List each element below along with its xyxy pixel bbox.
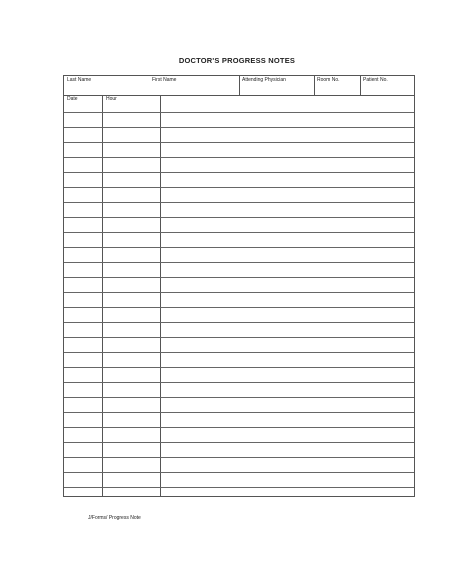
first-name-label: First Name (152, 77, 177, 83)
header-divider (239, 76, 240, 95)
note-row-line (64, 307, 414, 308)
note-row-line (64, 262, 414, 263)
progress-notes-form (63, 75, 415, 497)
note-row-line (64, 217, 414, 218)
note-row-line (64, 232, 414, 233)
header-divider (360, 76, 361, 95)
hour-column-divider (160, 96, 161, 496)
date-column-divider (102, 96, 103, 496)
note-row-line (64, 127, 414, 128)
form-footer-code: J/Forms/ Progress Note (88, 515, 141, 521)
note-row-line (64, 172, 414, 173)
note-row-line (64, 352, 414, 353)
note-row-line (64, 457, 414, 458)
note-row-line (64, 337, 414, 338)
patient-header-row (64, 76, 414, 96)
note-row-line (64, 202, 414, 203)
note-row-line (64, 397, 414, 398)
note-row-line (64, 277, 414, 278)
note-row-line (64, 187, 414, 188)
note-row-line (64, 322, 414, 323)
note-row-line (64, 412, 414, 413)
note-row-line (64, 157, 414, 158)
note-row-line (64, 292, 414, 293)
patient-no-label: Patient No. (363, 77, 388, 83)
note-row-line (64, 427, 414, 428)
hour-column-label: Hour (106, 96, 117, 102)
attending-physician-label: Attending Physician (242, 77, 286, 83)
date-column-label: Date (67, 96, 78, 102)
form-title: DOCTOR'S PROGRESS NOTES (178, 56, 296, 65)
last-name-label: Last Name (67, 77, 92, 83)
notes-grid (64, 96, 414, 496)
header-divider (314, 76, 315, 95)
note-row-line (64, 112, 414, 113)
note-row-line (64, 382, 414, 383)
note-row-line (64, 367, 414, 368)
note-row-line (64, 442, 414, 443)
note-row-line (64, 247, 414, 248)
note-row-line (64, 142, 414, 143)
note-row-line (64, 487, 414, 488)
room-no-label: Room No. (317, 77, 340, 83)
note-row-line (64, 472, 414, 473)
